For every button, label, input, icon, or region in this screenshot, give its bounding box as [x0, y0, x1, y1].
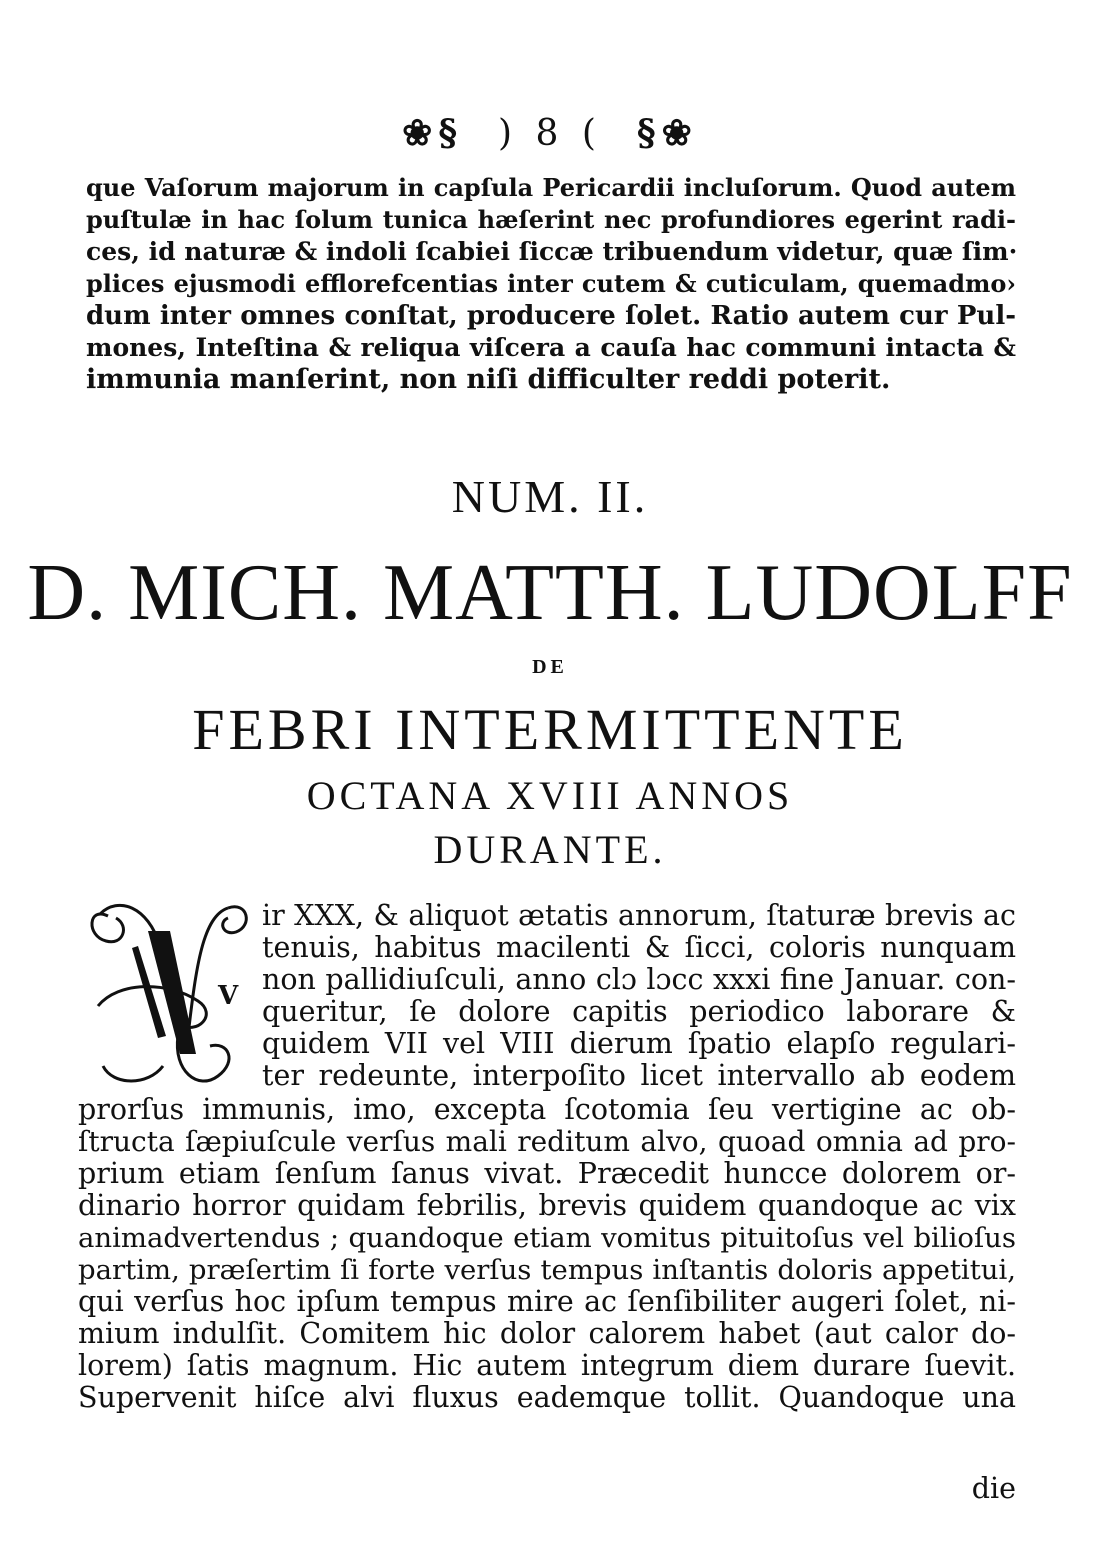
- right-ornament: §❀: [636, 112, 698, 154]
- text-line: puſtulæ in hac ſolum tunica hæſerint nec profundiores egerint radi-: [86, 205, 1016, 234]
- text-line: quidem VII vel VIII dierum ſpatio elapſo regulari-: [262, 1027, 1016, 1060]
- text-line: ces, id naturæ & indoli ſcabiei ſiccæ tribuendum videtur, quæ ſim·: [86, 237, 1018, 266]
- treatise-subtitle-line1: OCTANA XVIII ANNOS: [306, 773, 794, 818]
- text-line: tenuis, habitus macilenti & ſicci, coloris nunquam: [262, 931, 1016, 964]
- text-line: dinario horror quidam febrilis, brevis quidem quandoque ac vix: [78, 1189, 1016, 1222]
- text-line: qui verſus hoc ipſum tempus mire ac ſenſibiliter augeri ſolet, ni-: [78, 1285, 1016, 1318]
- text-line: Supervenit hiſce alvi fluxus eademque tollit. Quandoque una: [78, 1381, 1016, 1414]
- text-line: mones, Inteſtina & reliqua viſcera a cauſa hac communi intacta &: [86, 333, 1016, 362]
- treatise-title: FEBRI INTERMITTENTE: [192, 697, 908, 762]
- text-line: queritur, ſe dolore capitis periodico laborare &: [262, 995, 1016, 1028]
- running-header: [0, 112, 1100, 154]
- text-line: partim, præſertim ſi forte verſus tempus inſtantis doloris appetitui,: [78, 1254, 1016, 1286]
- text-line: plices ejusmodi efflorefcentias inter cutem & cuticulam, quemadmo›: [86, 269, 1016, 298]
- left-ornament: ❀§: [402, 112, 464, 154]
- text-line: animadvertendus ; quandoque etiam vomitus pituitoſus vel bilioſus: [78, 1222, 1016, 1254]
- section-number: NUM. II.: [451, 471, 649, 522]
- page-number: ) 8 (: [498, 113, 602, 154]
- text-line: ter redeunte, interpoſito licet intervallo ab eodem: [262, 1059, 1016, 1092]
- ornamental-drop-cap-v: [78, 886, 258, 1098]
- text-line: mium indulſit. Comitem hic dolor calorem habet (aut calor do-: [78, 1317, 1016, 1350]
- body-paragraph: [78, 1094, 1016, 1414]
- text-line: ſtructa ſæpiuſcule verſus mali reditum alvo, quoad omnia ad pro-: [78, 1125, 1016, 1158]
- text-line: prorſus immunis, imo, excepta ſcotomia ſeu vertigine ac ob-: [78, 1093, 1016, 1126]
- text-line: immunia manſerint, non niſi difficulter reddi poterit.: [86, 364, 891, 395]
- continuation-paragraph: [86, 172, 1016, 396]
- author-heading: D. MICH. MATTH. LUDOLFF: [27, 549, 1073, 637]
- text-line: lorem) ſatis magnum. Hic autem integrum diem durare ſuevit.: [78, 1349, 1016, 1382]
- de-label: DE: [532, 656, 568, 678]
- body-paragraph-indented: [262, 900, 1016, 1092]
- text-line: que Vaſorum majorum in capſula Pericardii incluſorum. Quod autem: [86, 173, 1016, 202]
- drop-cap-letter: V: [218, 981, 239, 1011]
- text-line: prium etiam ſenſum ſanus vivat. Præcedit huncce dolorem or-: [78, 1157, 1016, 1190]
- text-line: non pallidiuſculi, anno clɔ lɔcc xxxi fine Januar. con-: [262, 963, 1016, 996]
- text-line: dum inter omnes conſtat, producere ſolet. Ratio autem cur Pul-: [86, 301, 1016, 331]
- catchword: die: [971, 1472, 1016, 1505]
- treatise-subtitle-line2: DURANTE.: [433, 827, 667, 872]
- text-line: ir XXX, & aliquot ætatis annorum, ſtaturæ brevis ac: [262, 899, 1016, 932]
